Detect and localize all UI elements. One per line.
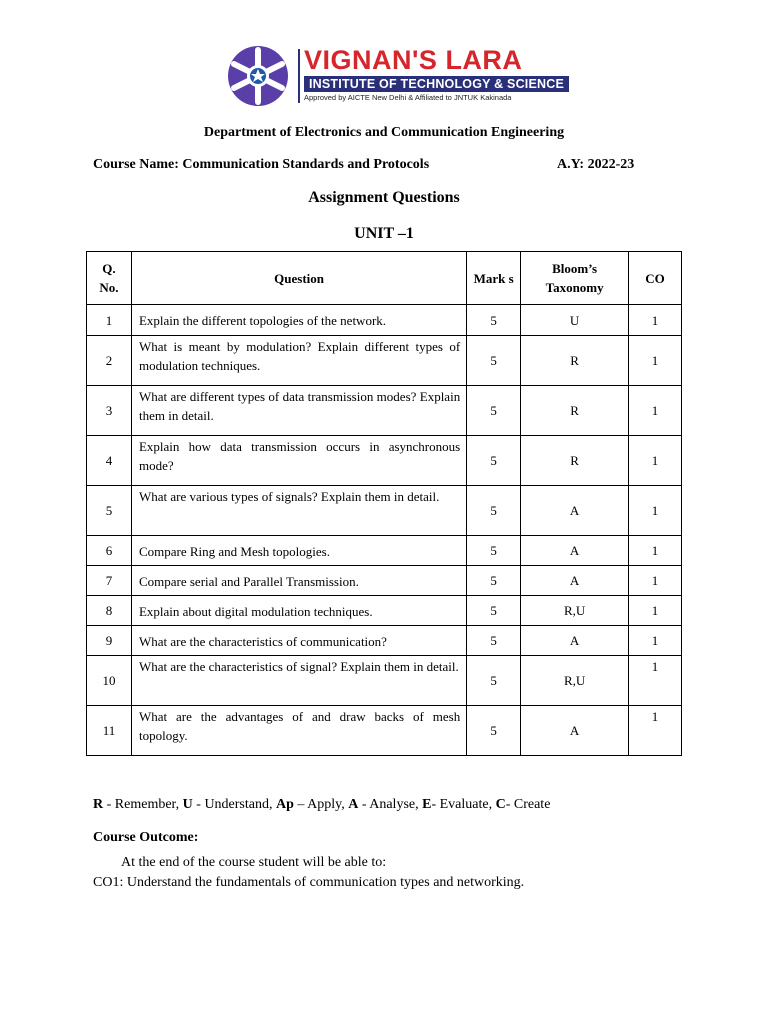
course-name: Course Name: Communication Standards and Protocols bbox=[93, 157, 430, 172]
cell-marks: 5 bbox=[467, 656, 521, 706]
cell-qno: 7 bbox=[87, 566, 132, 596]
logo-tagline: Approved by AICTE New Delhi & Affiliated to JNTUK Kakinada bbox=[304, 93, 512, 102]
legend-key: A bbox=[348, 797, 359, 812]
department-heading: Department of Electronics and Communication Engineering bbox=[203, 125, 565, 140]
table-row bbox=[87, 305, 682, 336]
cell-question: What are the advantages of and draw backs of mesh topology. bbox=[131, 706, 466, 756]
cell-question: Compare serial and Parallel Transmission. bbox=[131, 566, 466, 596]
cell-bloom: R,U bbox=[521, 656, 629, 706]
cell-qno: 8 bbox=[87, 596, 132, 626]
bloom-legend bbox=[93, 797, 550, 813]
cell-question: What are the characteristics of communication? bbox=[131, 626, 466, 656]
legend-key: Ap bbox=[275, 797, 294, 812]
cell-qno: 6 bbox=[87, 536, 132, 566]
header-qno: Q. No. bbox=[87, 252, 132, 305]
cell-bloom: R bbox=[521, 436, 629, 486]
assignment-table bbox=[86, 251, 682, 756]
unit-heading: UNIT –1 bbox=[354, 225, 414, 242]
cell-marks: 5 bbox=[467, 305, 521, 336]
table-row bbox=[87, 626, 682, 656]
cell-marks: 5 bbox=[467, 436, 521, 486]
cell-qno: 3 bbox=[87, 386, 132, 436]
cell-co: 1 bbox=[629, 486, 682, 536]
cell-qno: 9 bbox=[87, 626, 132, 656]
legend-text: - Analyse, bbox=[358, 797, 423, 812]
logo-divider bbox=[298, 49, 300, 103]
cell-bloom: R,U bbox=[521, 596, 629, 626]
cell-question: Explain the different topologies of the network. bbox=[131, 305, 466, 336]
cell-qno: 4 bbox=[87, 436, 132, 486]
cell-question: What are the characteristics of signal? Explain them in detail. bbox=[131, 656, 466, 706]
cell-co: 1 bbox=[629, 386, 682, 436]
table-row bbox=[87, 656, 682, 706]
document-title: Assignment Questions bbox=[308, 189, 460, 206]
header-marks: Mark s bbox=[467, 252, 521, 305]
cell-qno: 1 bbox=[87, 305, 132, 336]
cell-question: What is meant by modulation? Explain different types of modulation techniques. bbox=[131, 336, 466, 386]
table-row bbox=[87, 386, 682, 436]
logo-name: VIGNAN'S LARA bbox=[304, 45, 523, 75]
cell-marks: 5 bbox=[467, 336, 521, 386]
course-outcome-heading: Course Outcome: bbox=[93, 830, 199, 845]
header-question: Question bbox=[131, 252, 466, 305]
logo-subtitle: INSTITUTE OF TECHNOLOGY & SCIENCE bbox=[304, 76, 569, 92]
cell-co: 1 bbox=[629, 305, 682, 336]
legend-key: R bbox=[93, 797, 104, 812]
table-row bbox=[87, 596, 682, 626]
legend-key: C bbox=[495, 797, 506, 812]
cell-co: 1 bbox=[629, 706, 682, 756]
table-row bbox=[87, 336, 682, 386]
cell-qno: 2 bbox=[87, 336, 132, 386]
cell-co: 1 bbox=[629, 536, 682, 566]
cell-co: 1 bbox=[629, 566, 682, 596]
cell-bloom: A bbox=[521, 566, 629, 596]
cell-marks: 5 bbox=[467, 626, 521, 656]
cell-co: 1 bbox=[629, 336, 682, 386]
cell-question: Explain how data transmission occurs in asynchronous mode? bbox=[131, 436, 466, 486]
cell-marks: 5 bbox=[467, 706, 521, 756]
cell-marks: 5 bbox=[467, 596, 521, 626]
legend-text: - Understand, bbox=[192, 797, 276, 812]
cell-qno: 10 bbox=[87, 656, 132, 706]
cell-marks: 5 bbox=[467, 486, 521, 536]
cell-marks: 5 bbox=[467, 386, 521, 436]
legend-key: U bbox=[182, 797, 193, 812]
table-row bbox=[87, 566, 682, 596]
institute-logo bbox=[226, 45, 564, 107]
table-row bbox=[87, 486, 682, 536]
cell-question: Compare Ring and Mesh topologies. bbox=[131, 536, 466, 566]
cell-marks: 5 bbox=[467, 536, 521, 566]
legend-text: - Evaluate, bbox=[431, 797, 496, 812]
cell-bloom: R bbox=[521, 386, 629, 436]
cell-bloom: A bbox=[521, 536, 629, 566]
cell-question: Explain about digital modulation techniques. bbox=[131, 596, 466, 626]
header-co: CO bbox=[629, 252, 682, 305]
legend-key: E bbox=[422, 797, 432, 812]
cell-question: What are various types of signals? Explain them in detail. bbox=[131, 486, 466, 536]
table-row bbox=[87, 706, 682, 756]
course-outcome-intro: At the end of the course student will be able to: bbox=[121, 855, 387, 870]
table-header-row bbox=[87, 252, 682, 305]
legend-text: – Apply, bbox=[293, 797, 349, 812]
cell-bloom: R bbox=[521, 336, 629, 386]
table-row bbox=[87, 536, 682, 566]
cell-co: 1 bbox=[629, 626, 682, 656]
cell-bloom: A bbox=[521, 486, 629, 536]
cell-bloom: U bbox=[521, 305, 629, 336]
cell-marks: 5 bbox=[467, 566, 521, 596]
cell-bloom: A bbox=[521, 706, 629, 756]
cell-bloom: A bbox=[521, 626, 629, 656]
academic-year: A.Y: 2022-23 bbox=[557, 157, 635, 172]
cell-question: What are different types of data transmission modes? Explain them in detail. bbox=[131, 386, 466, 436]
cell-qno: 5 bbox=[87, 486, 132, 536]
legend-text: - Create bbox=[505, 797, 551, 812]
cell-co: 1 bbox=[629, 656, 682, 706]
legend-text: - Remember, bbox=[103, 797, 183, 812]
header-bloom: Bloom’s Taxonomy bbox=[521, 252, 629, 305]
table-row bbox=[87, 436, 682, 486]
course-outcome-item: CO1: Understand the fundamentals of communication types and networking. bbox=[93, 875, 525, 890]
cell-co: 1 bbox=[629, 436, 682, 486]
cell-co: 1 bbox=[629, 596, 682, 626]
institute-emblem-icon bbox=[226, 45, 290, 107]
logo-text-block bbox=[304, 45, 569, 103]
cell-qno: 11 bbox=[87, 706, 132, 756]
